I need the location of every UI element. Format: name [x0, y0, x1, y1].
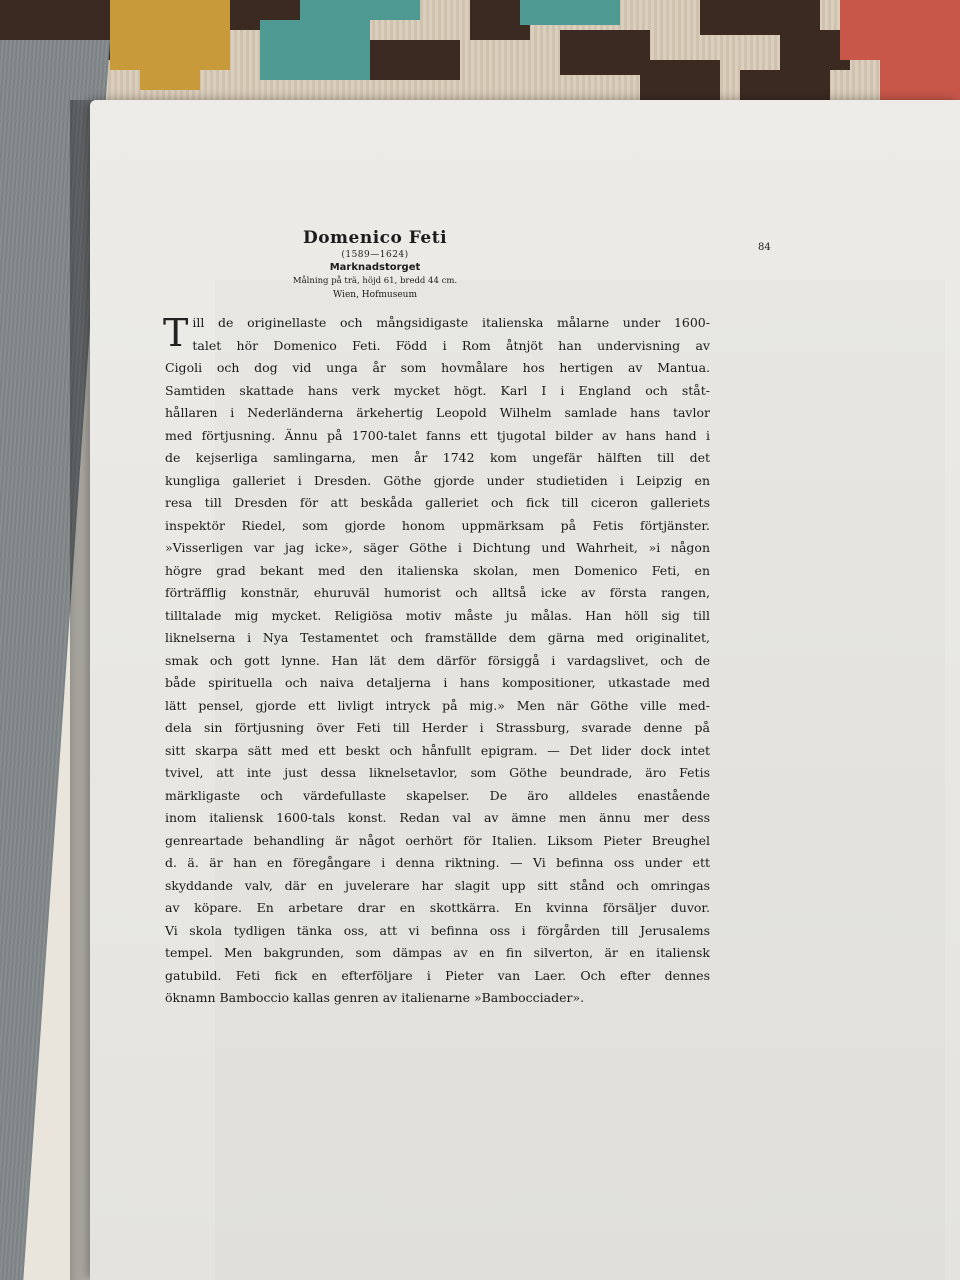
text-line: resa till Dresden för att beskåda galleriet och fick till ciceron galleriets: [165, 495, 710, 510]
text-line: »Visserligen var jag icke», säger Göthe i Dichtung und Wahrheit, »i någon: [165, 540, 710, 555]
painting-location: Wien, Hofmuseum: [332, 290, 418, 300]
plate-caption: [260, 228, 490, 300]
text-line: gatubild. Feti fick en efterföljare i Pieter van Laer. Och efter dennes: [165, 967, 710, 983]
text-line: med förtjusning. Ännu på 1700-talet fanns ett tjugotal bilder av hans hand i: [165, 427, 710, 443]
text-line: genreartade behandling är något oerhört för Italien. Liksom Pieter Breughel: [165, 832, 710, 848]
text-line: sitt skarpa sätt med ett beskt och hånfullt epigram. — Det lider dock intet: [165, 742, 710, 758]
drop-cap: T: [163, 311, 189, 355]
artist-name: Domenico Feti: [302, 228, 448, 248]
text-line: förträfflig konstnär, ehuruväl humorist och alltså icke av första rangen,: [165, 585, 710, 600]
text-line: ill de originellaste och mångsidigaste italienska målarne under 1600-: [192, 315, 710, 330]
text-line: hållaren i Nederländerna ärkehertig Leopold Wilhelm samlade hans tavlor: [165, 405, 710, 420]
text-line: märkligaste och värdefullaste skapelser. De äro alldeles enastående: [165, 787, 710, 803]
text-line: Vi skola tydligen tänka oss, att vi befinna oss i förgården till Jerusalems: [165, 922, 710, 938]
text-line: Samtiden skattade hans verk mycket högt. Karl I i England och ståt-: [165, 382, 710, 398]
text-line: inom italiensk 1600-tals konst. Redan val av ämne men ännu mer dess: [165, 810, 710, 825]
text-line: tempel. Men bakgrunden, som dämpas av en fin silverton, är en italiensk: [165, 945, 710, 960]
text-line: tvivel, att inte just dessa liknelsetavlor, som Göthe beundrade, äro Fetis: [165, 765, 710, 780]
text-line: Cigoli och dog vid unga år som hovmålare hos hertigen av Mantua.: [165, 360, 710, 375]
text-line: öknamn Bamboccio kallas genren av italienarne »Bambocciader».: [165, 990, 585, 1005]
text-line: dela sin förtjusning över Feti till Herder i Strassburg, svarade denne på: [165, 720, 710, 735]
text-line: d. ä. är han en föregångare i denna riktning. — Vi befinna oss under ett: [165, 855, 710, 870]
text-line: de kejserliga samlingarna, men år 1742 kom ungefär hälften till det: [165, 450, 710, 465]
text-line: lätt pensel, gjorde ett livligt intryck på mig.» Men när Göthe ville med-: [165, 697, 710, 713]
text-line: skyddande valv, där en juvelerare har slagit upp sitt stånd och omringas: [165, 877, 710, 893]
text-line: inspektör Riedel, som gjorde honom uppmärksam på Fetis förtjänster.: [165, 517, 710, 533]
painting-medium: Målning på trä, höjd 61, bredd 44 cm.: [292, 276, 458, 286]
text-line: tilltalade mig mycket. Religiösa motiv måste ju målas. Han höll sig till: [165, 607, 710, 623]
text-lines: [165, 312, 710, 1010]
page-number: 84: [758, 242, 771, 253]
text-line: smak och gott lynne. Han lät dem därför försiggå i vardagslivet, och de: [165, 652, 710, 668]
text-line: både spirituella och naiva detaljerna i hans kompositioner, utkastade med: [165, 675, 710, 690]
text-line: liknelserna i Nya Testamentet och framställde dem gärna med originalitet,: [165, 630, 710, 645]
text-line: kungliga galleriet i Dresden. Göthe gjorde under studietiden i Leipzig en: [165, 472, 710, 488]
text-line: av köpare. En arbetare drar en skottkärra. En kvinna försäljer duvor.: [165, 900, 710, 915]
text-line: talet hör Domenico Feti. Född i Rom åtnjöt han undervisning av: [192, 337, 710, 353]
painting-title: Marknadstorget: [329, 262, 421, 273]
text-line: högre grad bekant med den italienska skolan, men Domenico Feti, en: [165, 562, 710, 578]
body-text: [165, 312, 710, 1010]
artist-years: (1589—1624): [341, 250, 409, 260]
